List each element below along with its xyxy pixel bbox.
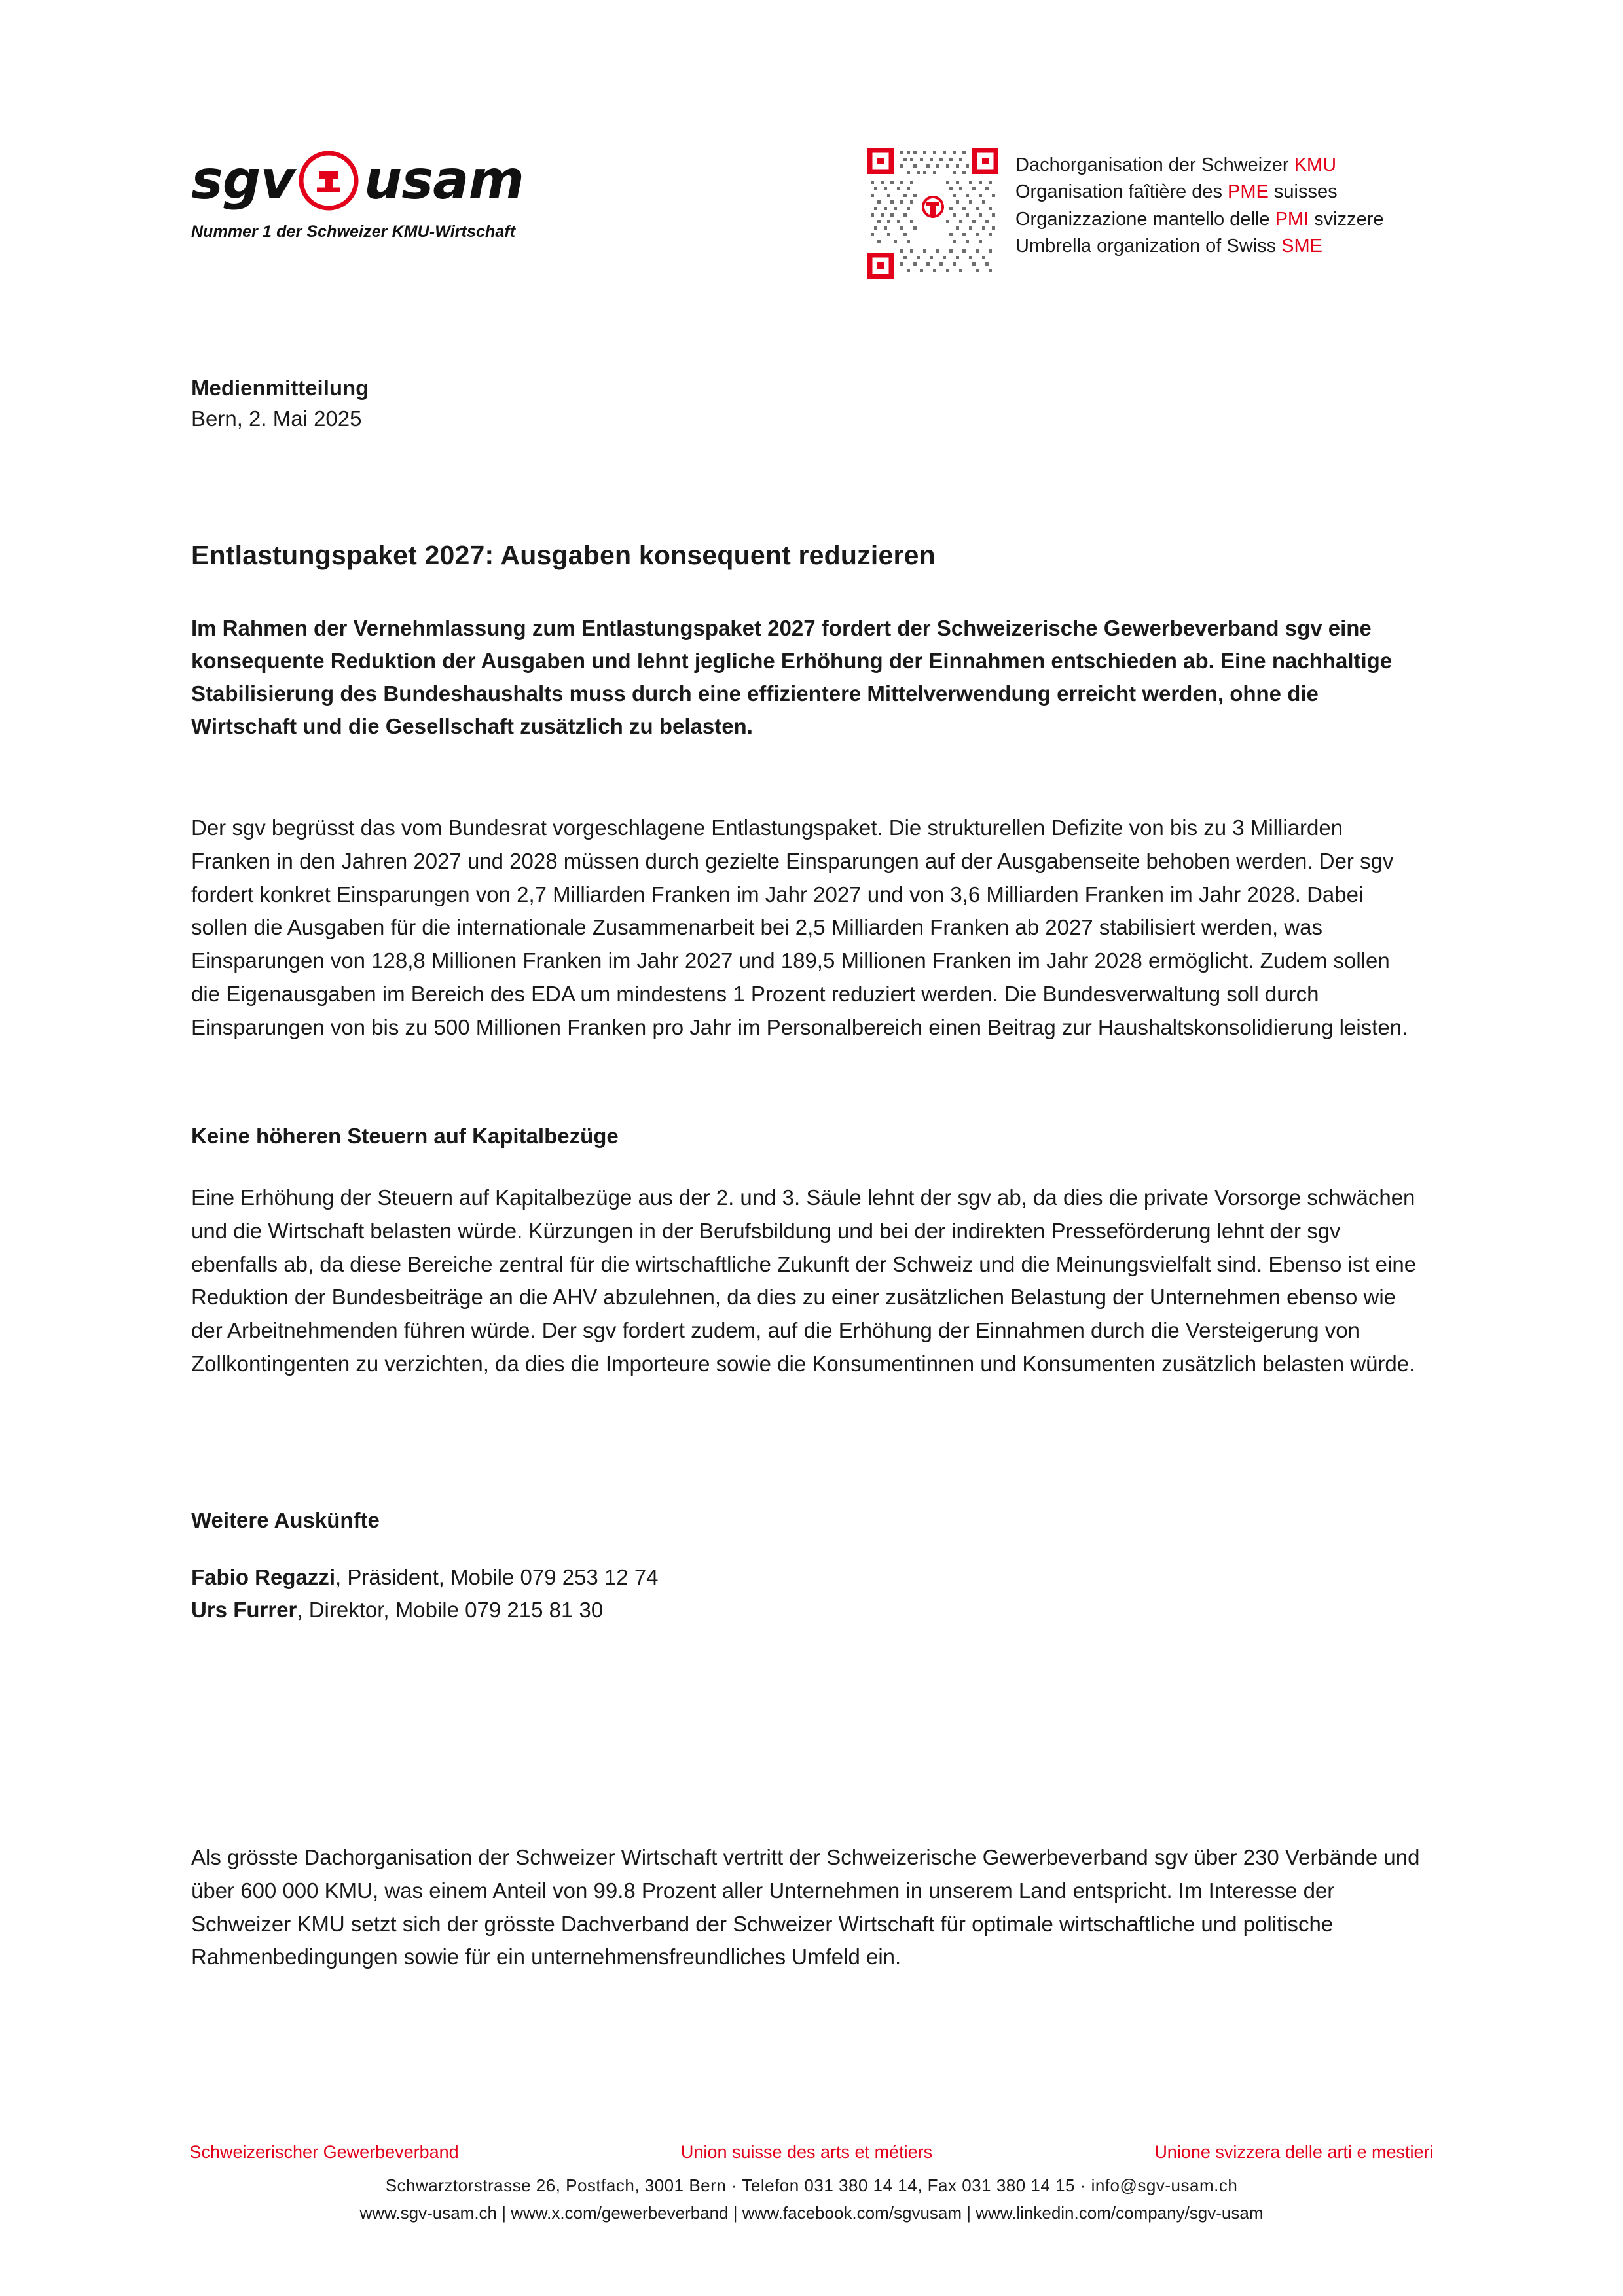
- association-line-de-accent: KMU: [1294, 154, 1337, 175]
- association-line-fr-prefix: Organisation faîtière des: [1015, 181, 1228, 203]
- footer-address: Schwarztorstrasse 26, Postfach, 3001 Bern · Telefon 031 380 14 14, Fax 031 380 14 15 · info@sgv-usam.ch: [385, 2175, 1238, 2195]
- footer-name-de: Schweizerischer Gewerbeverband: [189, 2142, 459, 2162]
- footer-links[interactable]: www.sgv-usam.ch | www.x.com/gewerbeverband | www.facebook.com/sgvusam | www.linkedin.com/company/sgv-usam: [359, 2202, 1264, 2223]
- association-line-fr: [1015, 179, 1384, 206]
- contact-list: [191, 1561, 1422, 1626]
- association-line-de-prefix: Dachorganisation der Schweizer: [1015, 154, 1294, 175]
- association-line-fr-suffix: suisses: [1268, 181, 1338, 203]
- association-line-fr-accent: PME: [1228, 181, 1269, 203]
- section-heading-1: Keine höheren Steuern auf Kapitalbezüge: [191, 1124, 619, 1148]
- contact-item: [191, 1561, 1422, 1594]
- contact-details: , Präsident, Mobile 079 253 12 74: [335, 1565, 659, 1589]
- lead-paragraph: Im Rahmen der Vernehmlassung zum Entlastungspaket 2027 fordert der Schweizerische Gewerbeverband sgv eine konsequente Reduktion der Ausgaben und lehnt jegliche Erhöhung der Einnahmen entschieden ab. Eine nachhaltige Stabilisierung des Bundeshaushalts muss durch eine effizientere Mittelverwendung erreicht werden, ohne die Wirtschaft und die Gesellschaft zusätzlich zu belasten.: [191, 616, 1393, 739]
- section-heading-2: Weitere Auskünfte: [191, 1508, 380, 1532]
- footer-name-it: Unione svizzera delle arti e mestieri: [1154, 2142, 1434, 2162]
- association-line-de: [1015, 152, 1384, 179]
- document-footer: [0, 2142, 1623, 2227]
- footer-organization-names: [190, 2142, 1434, 2172]
- logo-text-sgv: sgv: [191, 149, 295, 211]
- logo-tagline: Nummer 1 der Schweizer KMU-Wirtschaft: [191, 223, 516, 241]
- document-dateline: Bern, 2. Mai 2025: [191, 406, 362, 431]
- association-line-it-prefix: Organizzazione mantello delle: [1015, 208, 1275, 230]
- footer-name-fr: Union suisse des arts et métiers: [680, 2142, 933, 2162]
- document-type-label: Medienmitteilung: [191, 376, 369, 400]
- association-line-en-prefix: Umbrella organization of Swiss: [1015, 236, 1282, 257]
- association-line-it-suffix: svizzere: [1309, 208, 1384, 230]
- document-meta: [191, 373, 1435, 435]
- logo-block: [191, 149, 649, 242]
- association-lines: [1015, 148, 1384, 260]
- logo-wordmark: [191, 149, 649, 212]
- document-header: [0, 0, 1623, 308]
- body-paragraph-2: Eine Erhöhung der Steuern auf Kapitalbezüge aus der 2. und 3. Säule lehnt der sgv ab, da dies die private Vorsorge schwächen und die Wirtschaft belasten würde. Kürzungen in der Berufsbildung und bei der indirekten Presseförderung lehnt der sgv ebenfalls ab, da diese Bereiche zentral für die wirtschaftliche Zukunft der Schweiz und die Meinungsvielfalt sind. Ebenso ist eine Reduktion der Bundesbeiträge an die AHV abzulehnen, da dies zu einer zusätzlichen Belastung der Unternehmen ebenso wie der Arbeitnehmenden führen würde. Der sgv fordert zudem, auf die Erhöhung der Einnahmen durch die Versteigerung von Zollkontingenten zu verzichten, da dies die Importeure sowie die Konsumentinnen und Konsumenten zusätzlich belasten würde.: [191, 1185, 1417, 1376]
- contact-details: , Direktor, Mobile 079 215 81 30: [297, 1598, 604, 1623]
- association-line-it-accent: PMI: [1275, 208, 1309, 230]
- association-line-it: [1015, 206, 1384, 233]
- boilerplate-paragraph: Als grösste Dachorganisation der Schweizer Wirtschaft vertritt der Schweizerische Gewerbeverband sgv über 230 Verbände und über 600 000 KMU, was einem Anteil von 99.8 Prozent aller Unternehmen in unserem Land entspricht. Im Interesse der Schweizer KMU setzt sich der grösste Dachverband der Schweizer Wirtschaft für optimale wirtschaftliche und politische Rahmenbedingungen sowie für ein unternehmensfreundliches Umfeld ein.: [191, 1845, 1420, 1969]
- page-title: Entlastungspaket 2027: Ausgaben konsequent reduzieren: [191, 540, 936, 570]
- body-paragraph-1: Der sgv begrüsst das vom Bundesrat vorgeschlagene Entlastungspaket. Die strukturellen Defizite von bis zu 3 Milliarden Franken in den Jahren 2027 und 2028 müssen durch gezielte Einsparungen auf der Ausgabenseite behoben werden. Der sgv fordert konkret Einsparungen von 2,7 Milliarden Franken im Jahr 2027 und von 3,6 Milliarden Franken im Jahr 2028. Dabei sollen die Ausgaben für die internationale Zusammenarbeit bei 2,5 Milliarden Franken ab 2027 stabilisiert werden, was Einsparungen von 128,8 Millionen Franken im Jahr 2027 und 189,5 Millionen Franken im Jahr 2028 ermöglicht. Zudem sollen die Eigenausgaben im Bereich des EDA um mindestens 1 Prozent reduziert werden. Die Bundesverwaltung soll durch Einsparungen von bis zu 500 Millionen Franken pro Jahr im Personalbereich einen Beitrag zur Haushaltskonsolidierung leisten.: [191, 816, 1408, 1039]
- association-block: [867, 148, 1384, 279]
- contact-name: Urs Furrer: [191, 1598, 297, 1623]
- sgv-usam-emblem-icon: [297, 149, 360, 212]
- qr-code-icon[interactable]: [867, 148, 998, 279]
- contact-item: [191, 1594, 1422, 1626]
- logo-text-usam: usam: [363, 149, 524, 211]
- association-line-en-accent: SME: [1281, 236, 1323, 257]
- association-line-en: [1015, 233, 1384, 260]
- contact-name: Fabio Regazzi: [191, 1565, 336, 1589]
